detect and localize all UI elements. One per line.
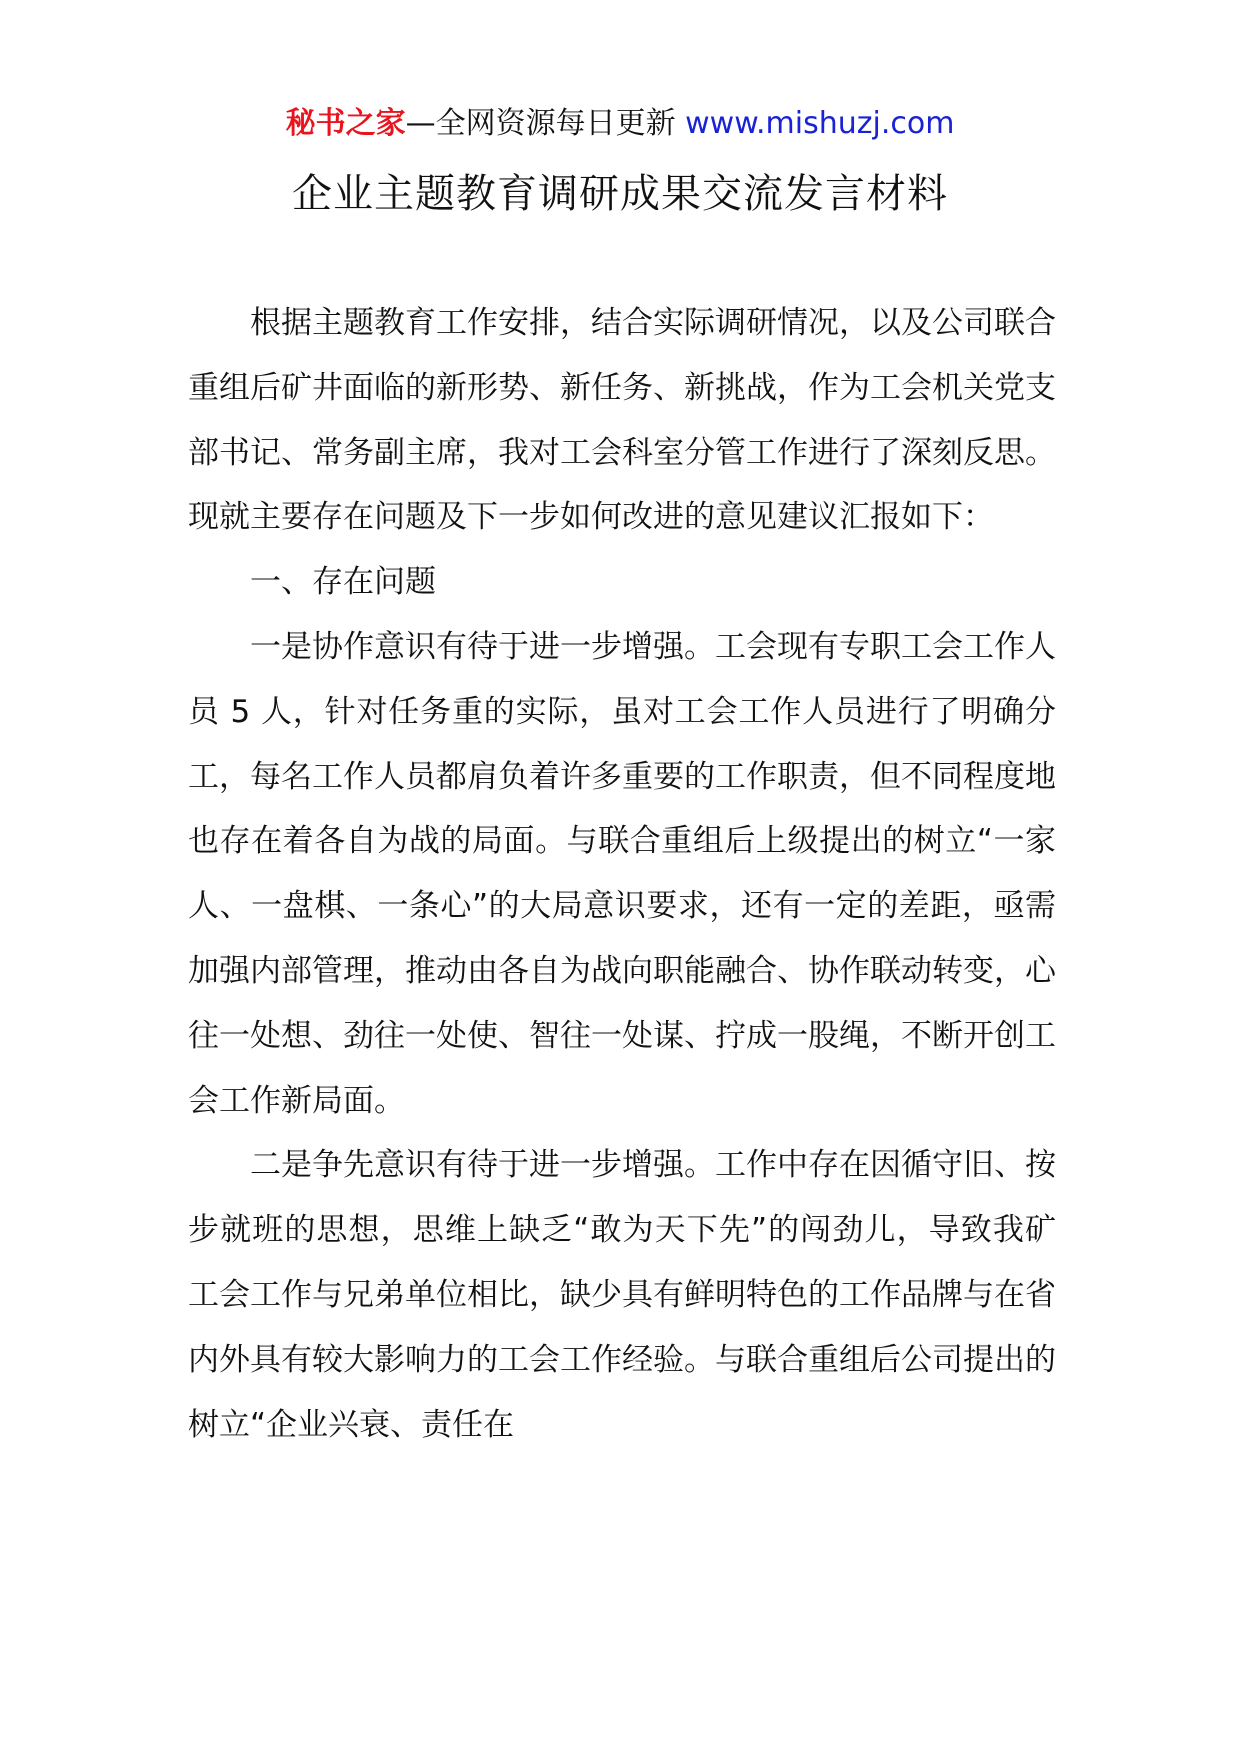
paragraph-intro: 根据主题教育工作安排，结合实际调研情况，以及公司联合重组后矿井面临的新形势、新任务、新挑战，作为工会机关党支部书记、常务副主席，我对工会科室分管工作进行了深刻反思。现就主要存在问题及下一步如何改进的意见建议汇报如下： [188, 305, 1056, 536]
document-body [188, 291, 1056, 1457]
site-url-link[interactable]: www.mishuzj.com [685, 106, 955, 141]
paragraph-competitiveness: 二是争先意识有待于进一步增强。工作中存在因循守旧、按步就班的思想，思维上缺乏“敢为天下先”的闯劲儿，导致我矿工会工作与兄弟单位相比，缺少具有鲜明特色的工作品牌与在省内外具有较大影响力的工会工作经验。与联合重组后公司提出的树立“企业兴衰、责任在 [188, 1147, 1056, 1443]
brand-name: 秘书之家 [285, 106, 406, 141]
section-heading-problems: 一、存在问题 [250, 564, 436, 601]
header-tagline: —全网资源每日更新 [405, 106, 686, 141]
site-header [0, 104, 1240, 144]
document-title: 企业主题教育调研成果交流发言材料 [292, 171, 948, 217]
paragraph-collaboration: 一是协作意识有待于进一步增强。工会现有专职工会工作人员 5 人，针对任务重的实际，虽对工会工作人员进行了明确分工，每名工作人员都肩负着许多重要的工作职责，但不同程度地也存在着各自为战的局面。与联合重组后上级提出的树立“一家人、一盘棋、一条心”的大局意识要求，还有一定的差距，亟需加强内部管理，推动由各自为战向职能融合、协作联动转变，心往一处想、劲往一处使、智往一处谋、拧成一股绳，不断开创工会工作新局面。 [188, 628, 1056, 1119]
